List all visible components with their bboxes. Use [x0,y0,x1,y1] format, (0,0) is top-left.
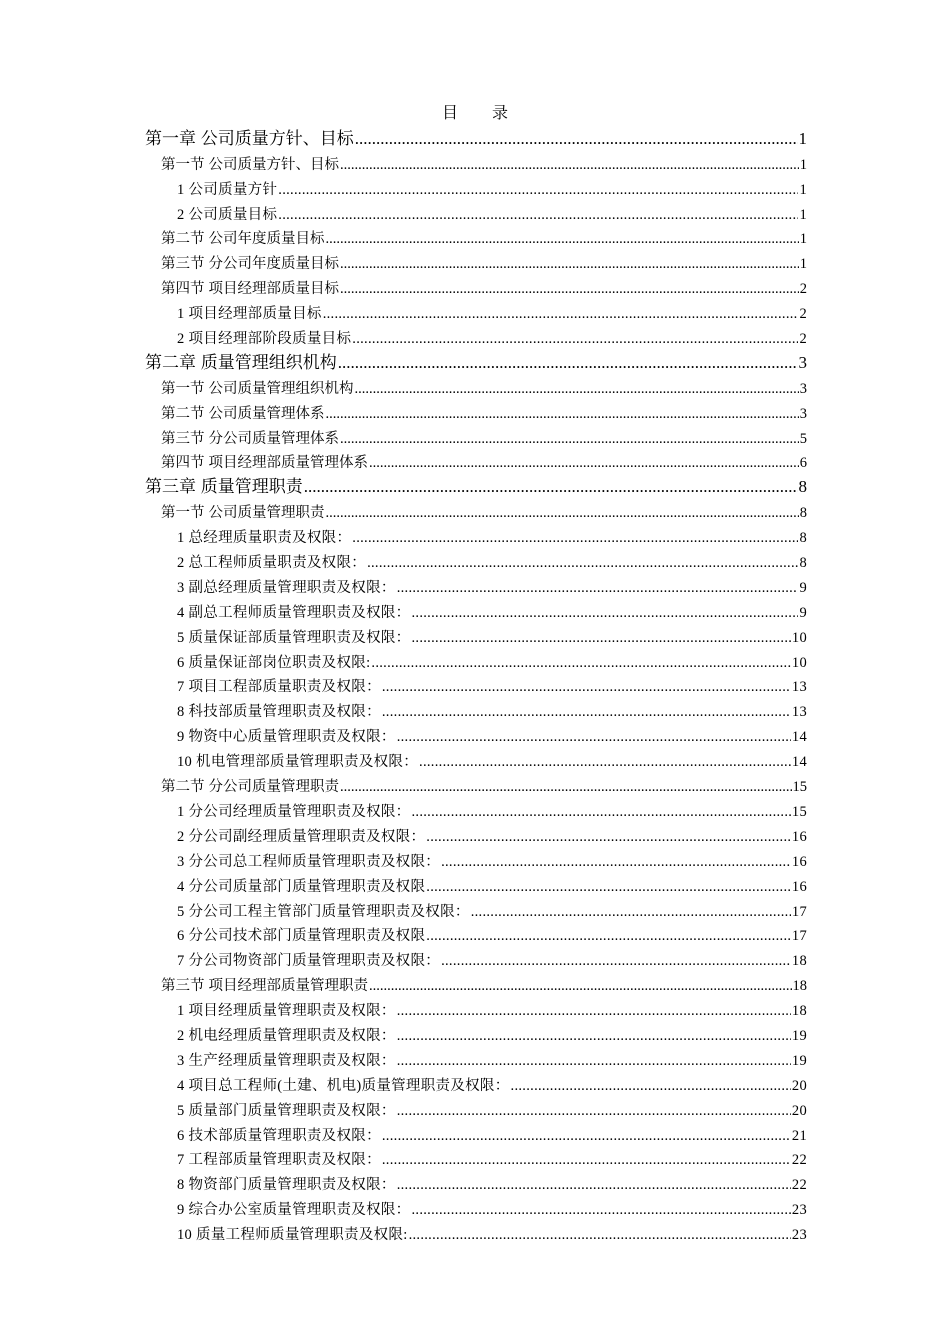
toc-entry-label: 第二章 质量管理组织机构 [145,352,337,372]
toc-entry-label: 第二节 公司质量管理体系 [161,405,325,422]
toc-entry-label: 5 质量部门质量管理职责及权限： [177,1102,396,1119]
toc-page-number: 5 [799,430,807,447]
toc-page-number: 16 [791,853,807,870]
toc-section-entry[interactable] [145,248,807,273]
toc-item-entry[interactable] [145,1045,807,1070]
toc-entry-label: 2 公司质量目标 [177,206,278,223]
toc-page-number: 3 [799,405,807,422]
toc-item-entry[interactable] [145,945,807,970]
toc-page-number: 9 [799,604,807,621]
toc-item-entry[interactable] [145,672,807,697]
toc-entry-label: 1 总经理质量职责及权限： [177,530,352,547]
toc-item-entry[interactable] [145,721,807,746]
toc-item-entry[interactable] [145,1070,807,1095]
toc-page-number: 8 [799,505,807,522]
toc-page-number: 2 [799,331,807,348]
toc-page-number: 1 [799,206,807,223]
toc-dot-leader [355,129,798,149]
toc-entry-label: 第三章 质量管理职责 [145,477,303,497]
toc-entry-label: 第二节 分公司质量管理职责 [161,779,340,796]
toc-item-entry[interactable] [145,896,807,921]
toc-dot-leader [340,431,799,448]
toc-dot-leader [411,605,798,622]
toc-entry-label: 第三节 分公司年度质量目标 [161,256,340,273]
toc-page-number: 18 [792,978,807,995]
toc-dot-leader [323,306,799,323]
toc-dot-leader [397,1053,791,1070]
toc-entry-label: 1 项目经理部质量目标 [177,306,322,323]
toc-page-number: 1 [799,231,807,248]
toc-page-number: 19 [791,1027,807,1044]
toc-section-entry[interactable] [145,273,807,298]
toc-entry-label: 5 分公司工程主管部门质量管理职责及权限： [177,903,470,920]
toc-page-number: 16 [791,878,807,895]
toc-entry-label: 3 分公司总工程师质量管理职责及权限： [177,853,441,870]
toc-entry-label: 1 项目经理质量管理职责及权限： [177,1003,396,1020]
toc-dot-leader [397,580,799,597]
toc-dot-leader [382,1128,791,1145]
toc-item-entry[interactable] [145,1020,807,1045]
toc-dot-leader [397,729,791,746]
toc-item-entry[interactable] [145,995,807,1020]
toc-entry-label: 8 物资部门质量管理职责及权限： [177,1177,396,1194]
toc-dot-leader [371,655,790,672]
toc-dot-leader [426,829,791,846]
toc-dot-leader [411,804,790,821]
toc-item-entry[interactable] [145,597,807,622]
toc-item-entry[interactable] [145,821,807,846]
toc-dot-leader [352,331,798,348]
toc-page-number: 15 [791,803,807,820]
toc-dot-leader [326,231,799,248]
toc-section-entry[interactable] [145,497,807,522]
toc-entry-label: 10 质量工程师质量管理职责及权限: [177,1227,408,1244]
toc-section-entry[interactable] [145,970,807,995]
toc-entry-label: 第四节 项目经理部质量管理体系 [161,455,369,472]
toc-chapter-entry[interactable] [145,472,807,497]
toc-dot-leader [340,779,791,796]
toc-page-number: 19 [791,1052,807,1069]
toc-entry-label: 第三节 项目经理部质量管理职责 [161,978,369,995]
toc-entry-label: 第四节 项目经理部质量目标 [161,281,340,298]
toc-page-number: 20 [791,1102,807,1119]
toc-entry-label: 4 副总工程师质量管理职责及权限： [177,604,411,621]
toc-entry-label: 第一节 公司质量管理组织机构 [161,380,354,397]
toc-entry-label: 7 分公司物资部门质量管理职责及权限： [177,953,441,970]
toc-dot-leader [369,978,791,995]
toc-dot-leader [419,754,791,771]
toc-dot-leader [382,1152,791,1169]
toc-item-entry[interactable] [145,746,807,771]
toc-entry-label: 2 总工程师质量职责及权限： [177,555,367,572]
toc-chapter-entry[interactable] [145,124,807,149]
toc-dot-leader [355,381,799,398]
toc-item-entry[interactable] [145,846,807,871]
toc-entry-label: 7 工程部质量管理职责及权限： [177,1152,381,1169]
toc-dot-leader [382,704,791,721]
toc-section-entry[interactable] [145,149,807,174]
toc-dot-leader [382,679,791,696]
toc-item-entry[interactable] [145,921,807,946]
toc-dot-leader [369,455,799,472]
toc-dot-leader [409,1227,791,1244]
toc-page-number: 2 [799,281,807,298]
toc-entry-label: 9 综合办公室质量管理职责及权限： [177,1202,411,1219]
toc-entry-label: 5 质量保证部质量管理职责及权限： [177,629,411,646]
toc-item-entry[interactable] [145,696,807,721]
toc-entry-label: 6 技术部质量管理职责及权限： [177,1127,381,1144]
toc-page-number: 14 [791,754,807,771]
toc-page-number: 10 [791,629,807,646]
toc-page-number: 9 [799,579,807,596]
toc-section-entry[interactable] [145,423,807,448]
toc-entry-label: 3 生产经理质量管理职责及权限： [177,1052,396,1069]
toc-item-entry[interactable] [145,647,807,672]
toc-page-number: 1 [799,181,807,198]
toc-item-entry[interactable] [145,199,807,224]
toc-entry-label: 9 物资中心质量管理职责及权限： [177,729,396,746]
toc-dot-leader [397,1177,791,1194]
toc-dot-leader [426,928,791,945]
toc-item-entry[interactable] [145,871,807,896]
toc-dot-leader [426,879,791,896]
toc-section-entry[interactable] [145,398,807,423]
toc-page-number: 23 [791,1227,807,1244]
toc-entry-label: 10 机电管理部质量管理职责及权限： [177,754,419,771]
toc-page-number: 3 [798,352,807,372]
toc-entry-label: 2 机电经理质量管理职责及权限： [177,1027,396,1044]
toc-dot-leader [340,256,799,273]
toc-item-entry[interactable] [145,1120,807,1145]
toc-item-entry[interactable] [145,796,807,821]
toc-item-entry[interactable] [145,547,807,572]
toc-page-number: 22 [791,1152,807,1169]
toc-dot-leader [340,281,799,298]
toc-entry-label: 2 项目经理部阶段质量目标 [177,331,352,348]
toc-dot-leader [397,1028,791,1045]
toc-page-number: 18 [791,953,807,970]
toc-dot-leader [471,904,791,921]
toc-entry-label: 第三节 分公司质量管理体系 [161,430,340,447]
toc-dot-leader [411,630,790,647]
toc-dot-leader [352,530,798,547]
toc-page-number: 14 [791,729,807,746]
toc-page-number: 22 [791,1177,807,1194]
toc-chapter-entry[interactable] [145,348,807,373]
toc-entry-label: 第一章 公司质量方针、目标 [145,128,354,148]
toc-dot-leader [338,353,798,373]
toc-page-number: 20 [791,1077,807,1094]
toc-dot-leader [397,1103,791,1120]
toc-entry-label: 2 分公司副经理质量管理职责及权限： [177,828,426,845]
toc-page-number: 8 [798,477,807,497]
toc-entry-label: 第二节 公司年度质量目标 [161,231,325,248]
toc-dot-leader [397,1003,791,1020]
toc-section-entry[interactable] [145,448,807,473]
toc-dot-leader [411,1202,790,1219]
table-of-contents [145,124,807,1244]
toc-page-number: 15 [792,779,807,796]
toc-page-number: 21 [791,1127,807,1144]
toc-dot-leader [511,1078,791,1095]
toc-item-entry[interactable] [145,298,807,323]
toc-page-number: 13 [791,679,807,696]
toc-entry-label: 8 科技部质量管理职责及权限： [177,704,381,721]
toc-item-entry[interactable] [145,174,807,199]
toc-page-number: 1 [799,156,807,173]
toc-item-entry[interactable] [145,1194,807,1219]
toc-page-number: 18 [791,1003,807,1020]
toc-dot-leader [326,406,799,423]
toc-page-number: 10 [791,654,807,671]
toc-page-number: 16 [791,828,807,845]
toc-page-number: 23 [791,1202,807,1219]
toc-section-entry[interactable] [145,373,807,398]
toc-item-entry[interactable] [145,1219,807,1244]
toc-section-entry[interactable] [145,224,807,249]
toc-dot-leader [278,182,798,199]
toc-dot-leader [441,854,791,871]
toc-section-entry[interactable] [145,771,807,796]
toc-page-number: 8 [799,530,807,547]
toc-item-entry[interactable] [145,1095,807,1120]
toc-dot-leader [278,207,798,224]
toc-item-entry[interactable] [145,622,807,647]
toc-entry-label: 4 分公司质量部门质量管理职责及权限 [177,878,426,895]
toc-item-entry[interactable] [145,572,807,597]
toc-entry-label: 4 项目总工程师(土建、机电)质量管理职责及权限： [177,1077,510,1094]
toc-page-number: 6 [799,455,807,472]
toc-page-number: 13 [791,704,807,721]
toc-entry-label: 7 项目工程部质量职责及权限： [177,679,381,696]
toc-entry-label: 1 分公司经理质量管理职责及权限： [177,803,411,820]
toc-page-number: 17 [791,928,807,945]
toc-entry-label: 1 公司质量方针 [177,181,278,198]
toc-entry-label: 6 分公司技术部门质量管理职责及权限 [177,928,426,945]
toc-item-entry[interactable] [145,1145,807,1170]
toc-item-entry[interactable] [145,323,807,348]
toc-entry-label: 6 质量保证部岗位职责及权限: [177,654,371,671]
toc-title: 目录 [441,105,542,122]
toc-item-entry[interactable] [145,522,807,547]
toc-page-number: 2 [799,306,807,323]
toc-dot-leader [340,157,799,174]
toc-dot-leader [326,505,799,522]
toc-entry-label: 3 副总经理质量管理职责及权限： [177,579,396,596]
toc-page-number: 3 [799,380,807,397]
toc-page-number: 1 [799,256,807,273]
toc-entry-label: 第一节 公司质量方针、目标 [161,156,340,173]
toc-page-number: 8 [799,555,807,572]
toc-item-entry[interactable] [145,1169,807,1194]
toc-page-number: 17 [791,903,807,920]
toc-page-number: 1 [798,128,807,148]
toc-dot-leader [304,477,798,497]
toc-dot-leader [441,953,791,970]
toc-dot-leader [367,555,798,572]
toc-entry-label: 第一节 公司质量管理职责 [161,505,325,522]
